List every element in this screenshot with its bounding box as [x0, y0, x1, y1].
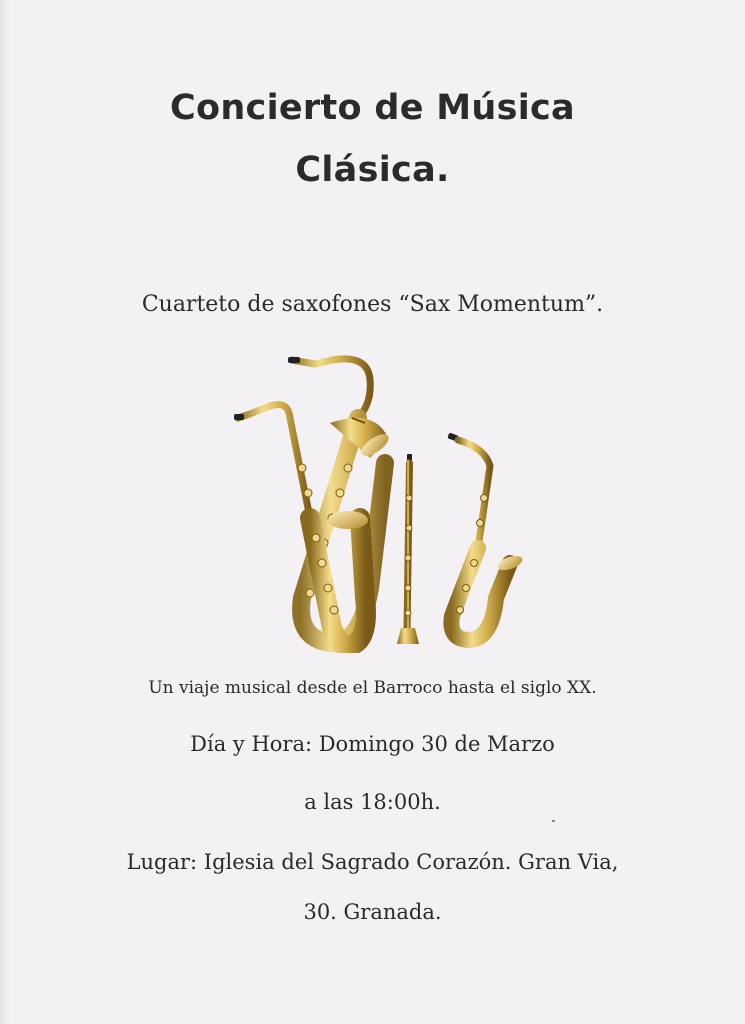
- saxophones-icon: [220, 348, 530, 653]
- alto-sax: [447, 432, 524, 640]
- venue-line-1: Lugar: Iglesia del Sagrado Corazón. Gran Via,: [126, 850, 619, 874]
- journey-tagline: Un viaje musical desde el Barroco hasta el siglo XX.: [148, 678, 597, 698]
- title-line-2: Clásica.: [295, 150, 450, 190]
- venue-line-2: 30. Granada.: [303, 900, 442, 924]
- soprano-sax: [397, 454, 419, 644]
- quartet-subtitle: Cuarteto de saxofones “Sax Momentum”.: [141, 292, 604, 317]
- date-line: Día y Hora: Domingo 30 de Marzo: [190, 732, 555, 756]
- paper-speck: [552, 820, 555, 822]
- title-line-1: Concierto de Música: [170, 88, 575, 128]
- time-line: a las 18:00h.: [304, 790, 441, 814]
